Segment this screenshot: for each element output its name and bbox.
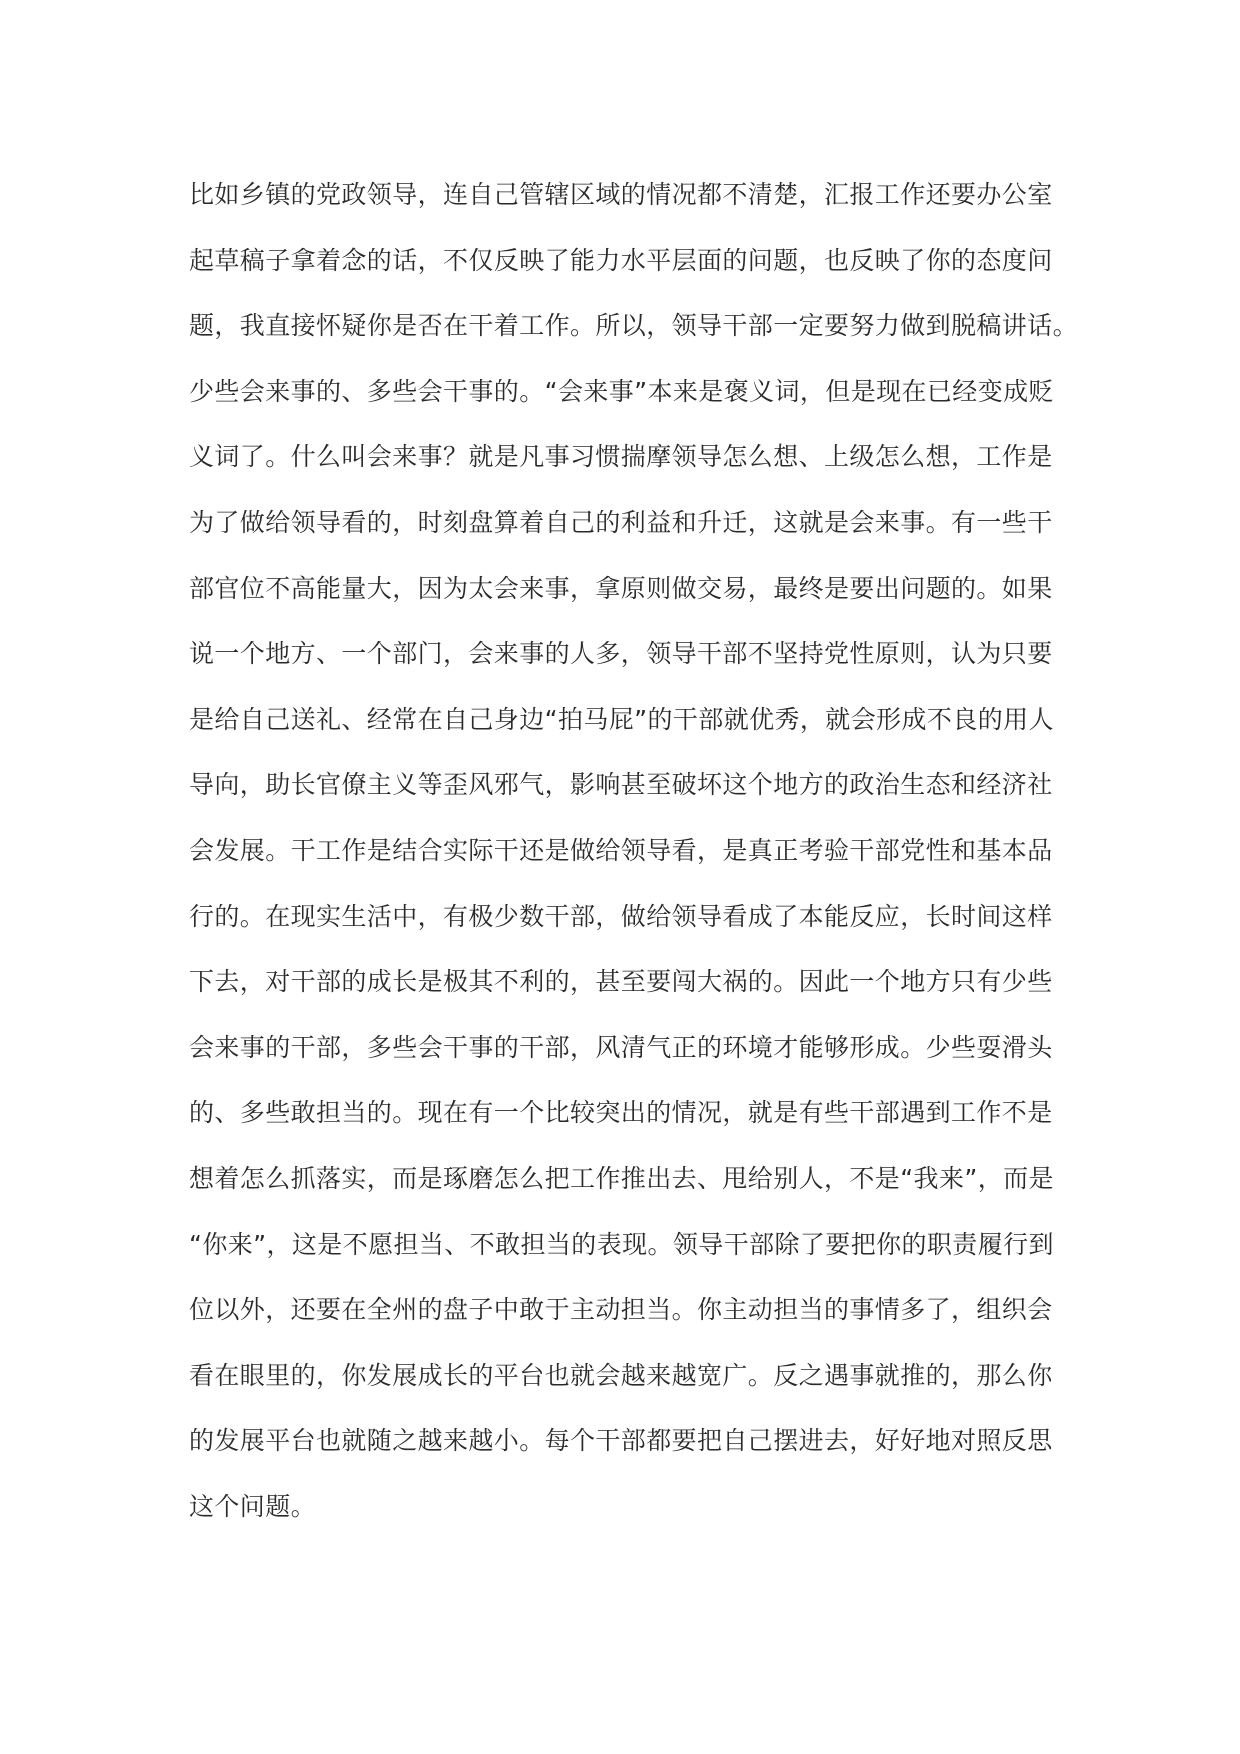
text-line: 为了做给领导看的，时刻盘算着自己的利益和升迁，这就是会来事。有一些干 (189, 507, 1053, 537)
text-line: 说一个地方、一个部门，会来事的人多，领导干部不坚持党性原则，认为只要 (189, 639, 1053, 669)
text-line: 部官位不高能量大，因为太会来事，拿原则做交易，最终是要出问题的。如果 (189, 573, 1053, 603)
text-line: 义词了。什么叫会来事？就是凡事习惯揣摩领导怎么想、上级怎么想，工作是 (189, 442, 1053, 472)
text-line: 想着怎么抓落实，而是琢磨怎么把工作推出去、甩给别人，不是“我来”，而是 (189, 1163, 1054, 1193)
text-line: 位以外，还要在全州的盘子中敢于主动担当。你主动担当的事情多了，组织会 (189, 1295, 1053, 1325)
text-line: 起草稿子拿着念的话，不仅反映了能力水平层面的问题，也反映了你的态度问 (189, 245, 1053, 275)
body-text (189, 172, 1079, 1549)
text-line: 看在眼里的，你发展成长的平台也就会越来越宽广。反之遇事就推的，那么你 (189, 1360, 1053, 1390)
text-line: 的发展平台也就随之越来越小。每个干部都要把自己摆进去，好好地对照反思 (189, 1426, 1053, 1456)
text-line: 行的。在现实生活中，有极少数干部，做给领导看成了本能反应，长时间这样 (189, 901, 1053, 931)
text-line: 少些会来事的、多些会干事的。“会来事”本来是褒义词，但是现在已经变成贬 (189, 376, 1054, 406)
text-line: 导向，助长官僚主义等歪风邪气，影响甚至破坏这个地方的政治生态和经济社 (189, 770, 1053, 800)
text-line: 比如乡镇的党政领导，连自己管辖区域的情况都不清楚，汇报工作还要办公室 (189, 180, 1053, 209)
text-line: 是给自己送礼、经常在自己身边“拍马屁”的干部就优秀，就会形成不良的用人 (189, 704, 1054, 734)
text-line: 会来事的干部，多些会干事的干部，风清气正的环境才能够形成。少些耍滑头 (189, 1032, 1053, 1062)
text-line: “你来”，这是不愿担当、不敢担当的表现。领导干部除了要把你的职责履行到 (189, 1229, 1054, 1259)
text-line: 这个问题。 (189, 1491, 317, 1521)
text-line: 下去，对干部的成长是极其不利的，甚至要闯大祸的。因此一个地方只有少些 (189, 967, 1053, 997)
text-line: 会发展。干工作是结合实际干还是做给领导看，是真正考验干部党性和基本品 (189, 835, 1053, 865)
text-line: 的、多些敢担当的。现在有一个比较突出的情况，就是有些干部遇到工作不是 (189, 1098, 1053, 1128)
text-line: 题，我直接怀疑你是否在干着工作。所以，领导干部一定要努力做到脱稿讲话。 (189, 311, 1079, 341)
